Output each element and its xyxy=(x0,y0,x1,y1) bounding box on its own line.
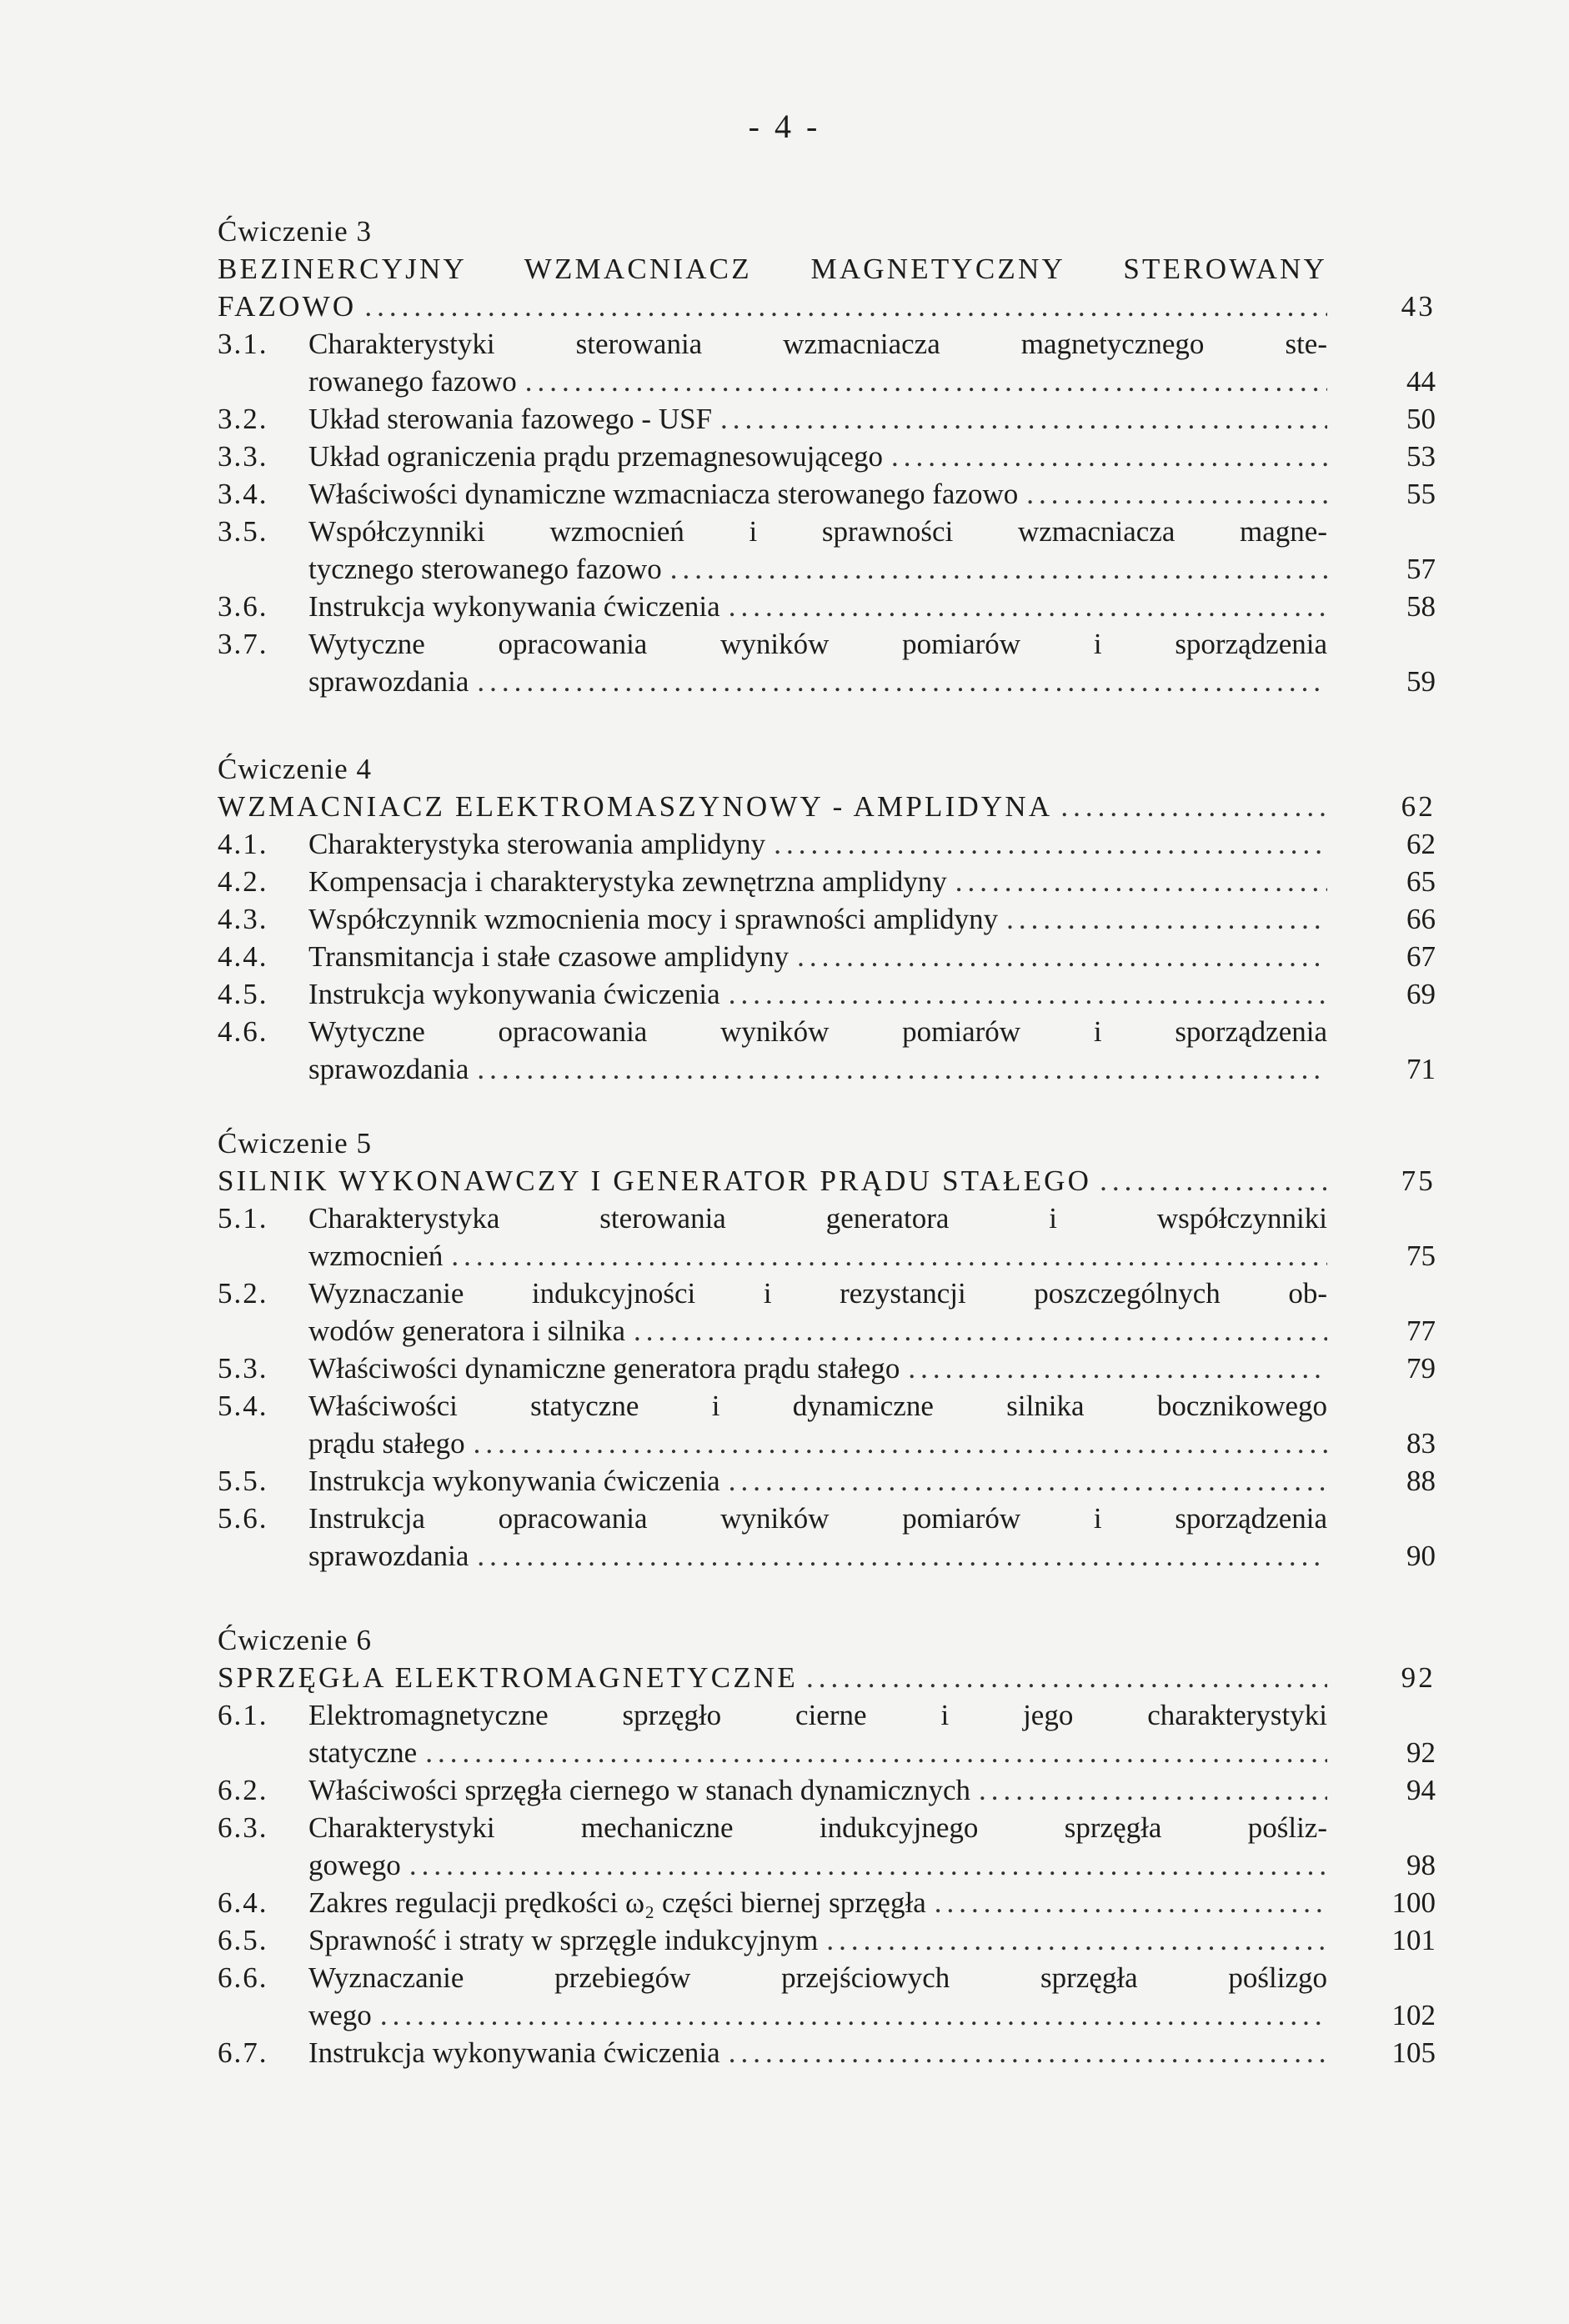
entry-text: Elektromagnetyczne sprzęgło cierne i jego charakterystyki xyxy=(308,1699,1327,1731)
entry-number: 4.3. xyxy=(218,903,268,935)
toc-entry xyxy=(218,325,1436,363)
dot-leader xyxy=(425,1734,1327,1771)
page-ref: 62 xyxy=(1406,828,1436,860)
dot-leader xyxy=(955,863,1327,900)
entry-text: Układ ograniczenia prądu przemagnesowującego xyxy=(308,440,883,473)
toc-line-body xyxy=(308,1959,1327,1996)
entry-text: wodów generatora i silnika xyxy=(308,1315,626,1347)
toc-line xyxy=(218,1846,1436,1884)
page-ref: 90 xyxy=(1406,1540,1436,1572)
toc-line xyxy=(218,1659,1436,1696)
entry-number: 6.7. xyxy=(218,2036,268,2069)
entry-text: Kompensacja i charakterystyka zewnętrzna amplidyny xyxy=(308,865,947,898)
toc-line-body xyxy=(308,1312,1327,1350)
dot-leader xyxy=(1100,1162,1327,1200)
page-ref: 50 xyxy=(1406,403,1436,435)
toc-line-body xyxy=(308,363,1327,400)
exercise-section xyxy=(218,1124,1436,1575)
dot-leader xyxy=(720,400,1327,438)
toc-entry xyxy=(218,1696,1436,1734)
toc-entry xyxy=(218,2034,1436,2071)
dot-leader xyxy=(935,1884,1327,1921)
toc-line-body xyxy=(308,1200,1327,1237)
toc-line-body xyxy=(308,1462,1327,1500)
toc-line xyxy=(218,288,1436,325)
toc-line xyxy=(218,663,1436,700)
entry-text: Instrukcja wykonywania ćwiczenia xyxy=(308,1465,720,1497)
entry-number: 4.1. xyxy=(218,828,268,860)
entry-text: BEZINERCYJNY WZMACNIACZ MAGNETYCZNY STEROWANY xyxy=(218,253,1327,285)
entry-text: SILNIK WYKONAWCZY I GENERATOR PRĄDU STAŁEGO xyxy=(218,1165,1092,1197)
exercise-heading xyxy=(218,750,1436,788)
toc-line xyxy=(218,1050,1436,1088)
exercise-heading xyxy=(218,1621,1436,1659)
toc-entry xyxy=(218,1387,1436,1425)
entry-text: Charakterystyka sterowania generatora i współczynniki xyxy=(308,1202,1327,1235)
dot-leader xyxy=(477,1537,1327,1575)
toc-line-body xyxy=(308,625,1327,663)
entry-text: SPRZĘGŁA ELEKTROMAGNETYCZNE xyxy=(218,1661,798,1694)
toc-line-body xyxy=(308,550,1327,588)
page-ref: 94 xyxy=(1406,1774,1436,1806)
page-ref: 102 xyxy=(1391,1999,1436,2031)
page-ref: 59 xyxy=(1406,665,1436,698)
toc-entry xyxy=(218,588,1436,625)
toc-entry xyxy=(218,625,1436,663)
toc-line-body xyxy=(308,938,1327,975)
entry-number: 6.2. xyxy=(218,1774,268,1806)
toc-entry xyxy=(218,438,1436,475)
toc-entry xyxy=(218,975,1436,1013)
toc-line-body xyxy=(308,1237,1327,1275)
toc-line xyxy=(218,1734,1436,1771)
toc-line-body xyxy=(218,288,1327,325)
dot-leader xyxy=(1006,900,1327,938)
toc-entry xyxy=(218,1462,1436,1500)
toc-entry xyxy=(218,475,1436,513)
dot-leader xyxy=(634,1312,1327,1350)
entry-text: Współczynnik wzmocnienia mocy i sprawności amplidyny xyxy=(308,903,999,935)
toc-line-body xyxy=(308,863,1327,900)
toc-line xyxy=(218,1537,1436,1575)
entry-text: Wyznaczanie indukcyjności i rezystancji poszczególnych ob- xyxy=(308,1277,1327,1310)
entry-text: sprawozdania xyxy=(308,1540,469,1572)
dot-leader xyxy=(525,363,1327,400)
dot-leader xyxy=(729,1462,1327,1500)
toc-line-body xyxy=(308,663,1327,700)
toc-line-body xyxy=(308,1696,1327,1734)
toc-line-body xyxy=(308,1050,1327,1088)
toc-entry xyxy=(218,1275,1436,1312)
entry-text: Właściwości dynamiczne wzmacniacza sterowanego fazowo xyxy=(308,478,1019,510)
toc-entry xyxy=(218,1959,1436,1996)
entry-text: gowego xyxy=(308,1849,401,1881)
page-ref: 105 xyxy=(1391,2036,1436,2069)
toc-line-body xyxy=(218,788,1327,825)
entry-text: WZMACNIACZ ELEKTROMASZYNOWY - AMPLIDYNA xyxy=(218,790,1053,823)
toc-line-body xyxy=(308,2034,1327,2071)
entry-number: 6.4. xyxy=(218,1886,268,1919)
page-ref: 62 xyxy=(1401,790,1436,823)
toc-line-body xyxy=(308,1425,1327,1462)
entry-number: 3.1. xyxy=(218,328,268,360)
toc-line-body xyxy=(308,588,1327,625)
toc-entry xyxy=(218,1771,1436,1809)
dot-leader xyxy=(729,588,1327,625)
dot-leader xyxy=(1026,475,1327,513)
entry-text: Właściwości sprzęgła ciernego w stanach dynamicznych xyxy=(308,1774,970,1806)
entry-number: 5.6. xyxy=(218,1502,268,1535)
entry-number: 5.3. xyxy=(218,1352,268,1385)
entry-text: Wytyczne opracowania wyników pomiarów i sporządzenia xyxy=(308,1015,1327,1048)
toc-line-body xyxy=(308,1537,1327,1575)
toc-line xyxy=(218,1996,1436,2034)
toc-line-body xyxy=(308,400,1327,438)
entry-text: prądu stałego xyxy=(308,1427,465,1460)
page-ref: 55 xyxy=(1406,478,1436,510)
toc-entry xyxy=(218,900,1436,938)
entry-text: Charakterystyka sterowania amplidyny xyxy=(308,828,766,860)
exercise-section xyxy=(218,1621,1436,2071)
entry-number: 5.1. xyxy=(218,1202,268,1235)
toc-line-body xyxy=(308,1500,1327,1537)
dot-leader xyxy=(474,1425,1327,1462)
dot-leader xyxy=(1060,788,1327,825)
entry-number: 6.6. xyxy=(218,1961,268,1994)
toc-line-body xyxy=(218,1659,1327,1696)
entry-number: 3.2. xyxy=(218,403,268,435)
entry-number: 4.5. xyxy=(218,978,268,1010)
page-ref: 83 xyxy=(1406,1427,1436,1460)
entry-text: statyczne xyxy=(308,1736,418,1769)
exercise-section xyxy=(218,750,1436,1088)
page-ref: 43 xyxy=(1401,290,1436,323)
entry-number: 4.2. xyxy=(218,865,268,898)
entry-text: rowanego fazowo xyxy=(308,365,517,398)
entry-number: 4.6. xyxy=(218,1015,268,1048)
entry-number: 3.7. xyxy=(218,628,268,660)
entry-number: 3.3. xyxy=(218,440,268,473)
page-ref: 75 xyxy=(1406,1240,1436,1272)
entry-number: 3.6. xyxy=(218,590,268,623)
dot-leader xyxy=(774,825,1327,863)
page-ref: 69 xyxy=(1406,978,1436,1010)
toc-line xyxy=(218,1162,1436,1200)
toc-entry xyxy=(218,1013,1436,1050)
entry-text: Instrukcja opracowania wyników pomiarów i sporządzenia xyxy=(308,1502,1327,1535)
dot-leader xyxy=(477,1050,1327,1088)
toc-line-body xyxy=(308,513,1327,550)
dot-leader xyxy=(826,1921,1327,1959)
exercise-heading-text: Ćwiczenie 3 xyxy=(218,215,372,248)
entry-text: tycznego sterowanego fazowo xyxy=(308,553,662,585)
toc-line-body xyxy=(308,438,1327,475)
entry-text: Sprawność i straty w sprzęgle indukcyjnym xyxy=(308,1924,819,1956)
page-ref: 53 xyxy=(1406,440,1436,473)
toc-line-body xyxy=(308,1350,1327,1387)
entry-text: Instrukcja wykonywania ćwiczenia xyxy=(308,590,720,623)
toc-line-body xyxy=(308,1771,1327,1809)
toc-line-body xyxy=(308,1921,1327,1959)
entry-text: Instrukcja wykonywania ćwiczenia xyxy=(308,978,720,1010)
toc-entry xyxy=(218,825,1436,863)
toc-line-body xyxy=(308,1387,1327,1425)
dot-leader xyxy=(979,1771,1327,1809)
toc-entry xyxy=(218,863,1436,900)
toc-entry xyxy=(218,938,1436,975)
page-ref: 92 xyxy=(1406,1736,1436,1769)
dot-leader xyxy=(670,550,1327,588)
toc-line-body xyxy=(218,1162,1327,1200)
entry-text: Współczynniki wzmocnień i sprawności wzmacniacza magne- xyxy=(308,515,1327,548)
toc-entry xyxy=(218,513,1436,550)
page-ref: 79 xyxy=(1406,1352,1436,1385)
toc-entry xyxy=(218,400,1436,438)
toc-entry xyxy=(218,1809,1436,1846)
entry-text: wzmocnień xyxy=(308,1240,444,1272)
toc-line-body xyxy=(308,1809,1327,1846)
dot-leader xyxy=(908,1350,1327,1387)
toc-line-body xyxy=(218,250,1327,288)
toc-line-body xyxy=(308,475,1327,513)
toc-line xyxy=(218,550,1436,588)
page-ref: 67 xyxy=(1406,940,1436,973)
exercise-heading xyxy=(218,1124,1436,1162)
entry-number: 3.5. xyxy=(218,515,268,548)
toc-line-body xyxy=(308,1884,1327,1921)
toc-line-body xyxy=(308,1734,1327,1771)
entry-text: FAZOWO xyxy=(218,290,357,323)
entry-number: 5.4. xyxy=(218,1390,268,1422)
toc-entry xyxy=(218,1884,1436,1921)
toc-line xyxy=(218,1425,1436,1462)
toc-entry xyxy=(218,1350,1436,1387)
dot-leader xyxy=(380,1996,1327,2034)
page-ref: 75 xyxy=(1401,1165,1436,1197)
entry-text: Właściwości statyczne i dynamiczne silnika bocznikowego xyxy=(308,1390,1327,1422)
page-ref: 58 xyxy=(1406,590,1436,623)
toc-line xyxy=(218,788,1436,825)
exercise-heading-text: Ćwiczenie 6 xyxy=(218,1624,372,1656)
entry-number: 6.3. xyxy=(218,1811,268,1844)
dot-leader xyxy=(806,1659,1327,1696)
toc-line-body xyxy=(308,1013,1327,1050)
page-ref: 71 xyxy=(1406,1053,1436,1085)
dot-leader xyxy=(797,938,1327,975)
page-ref: 65 xyxy=(1406,865,1436,898)
entry-number: 5.2. xyxy=(218,1277,268,1310)
page-ref: 98 xyxy=(1406,1849,1436,1881)
page-ref: 88 xyxy=(1406,1465,1436,1497)
toc-line-body xyxy=(308,1996,1327,2034)
entry-text: wego xyxy=(308,1999,372,2031)
entry-number: 6.1. xyxy=(218,1699,268,1731)
exercise-heading xyxy=(218,213,1436,250)
exercise-section xyxy=(218,213,1436,700)
page-ref: 44 xyxy=(1406,365,1436,398)
entry-text: Transmitancja i stałe czasowe amplidyny xyxy=(308,940,790,973)
entry-text: Wyznaczanie przebiegów przejściowych sprzęgła poślizgo xyxy=(308,1961,1327,1994)
toc-line-body xyxy=(308,975,1327,1013)
entry-number: 3.4. xyxy=(218,478,268,510)
toc-line-body xyxy=(308,825,1327,863)
toc-entry xyxy=(218,1500,1436,1537)
toc-line-body xyxy=(308,1275,1327,1312)
entry-number: 6.5. xyxy=(218,1924,268,1956)
page-ref: 66 xyxy=(1406,903,1436,935)
entry-text: Układ sterowania fazowego - USF xyxy=(308,403,713,435)
dot-leader xyxy=(729,2034,1327,2071)
entry-text: Wytyczne opracowania wyników pomiarów i sporządzenia xyxy=(308,628,1327,660)
toc-entry xyxy=(218,1200,1436,1237)
entry-text: Właściwości dynamiczne generatora prądu stałego xyxy=(308,1352,900,1385)
dot-leader xyxy=(729,975,1327,1013)
toc-line-body xyxy=(308,1846,1327,1884)
dot-leader xyxy=(364,288,1327,325)
exercise-heading-text: Ćwiczenie 4 xyxy=(218,753,372,785)
entry-text: sprawozdania xyxy=(308,1053,469,1085)
page-ref: 101 xyxy=(1391,1924,1436,1956)
dot-leader xyxy=(477,663,1327,700)
toc-line xyxy=(218,250,1436,288)
toc-line xyxy=(218,363,1436,400)
dot-leader xyxy=(891,438,1327,475)
page-ref: 100 xyxy=(1391,1886,1436,1919)
toc-line-body xyxy=(308,900,1327,938)
entry-text: sprawozdania xyxy=(308,665,469,698)
toc-entry xyxy=(218,1921,1436,1959)
entry-text: Instrukcja wykonywania ćwiczenia xyxy=(308,2036,720,2069)
page-ref: 57 xyxy=(1406,553,1436,585)
page-ref: 92 xyxy=(1401,1661,1436,1694)
dot-leader xyxy=(409,1846,1327,1884)
dot-leader xyxy=(451,1237,1327,1275)
entry-text: Zakres regulacji prędkości ω₂ części biernej sprzęgła xyxy=(308,1886,926,1919)
entry-number: 5.5. xyxy=(218,1465,268,1497)
entry-number: 4.4. xyxy=(218,940,268,973)
exercise-heading-text: Ćwiczenie 5 xyxy=(218,1127,372,1159)
toc-line xyxy=(218,1312,1436,1350)
entry-text: Charakterystyki sterowania wzmacniacza magnetycznego ste- xyxy=(308,328,1327,360)
page-ref: 77 xyxy=(1406,1315,1436,1347)
toc-line xyxy=(218,1237,1436,1275)
page-number: - 4 - xyxy=(748,108,821,145)
entry-text: Charakterystyki mechaniczne indukcyjnego sprzęgła pośliz- xyxy=(308,1811,1327,1844)
toc-line-body xyxy=(308,325,1327,363)
